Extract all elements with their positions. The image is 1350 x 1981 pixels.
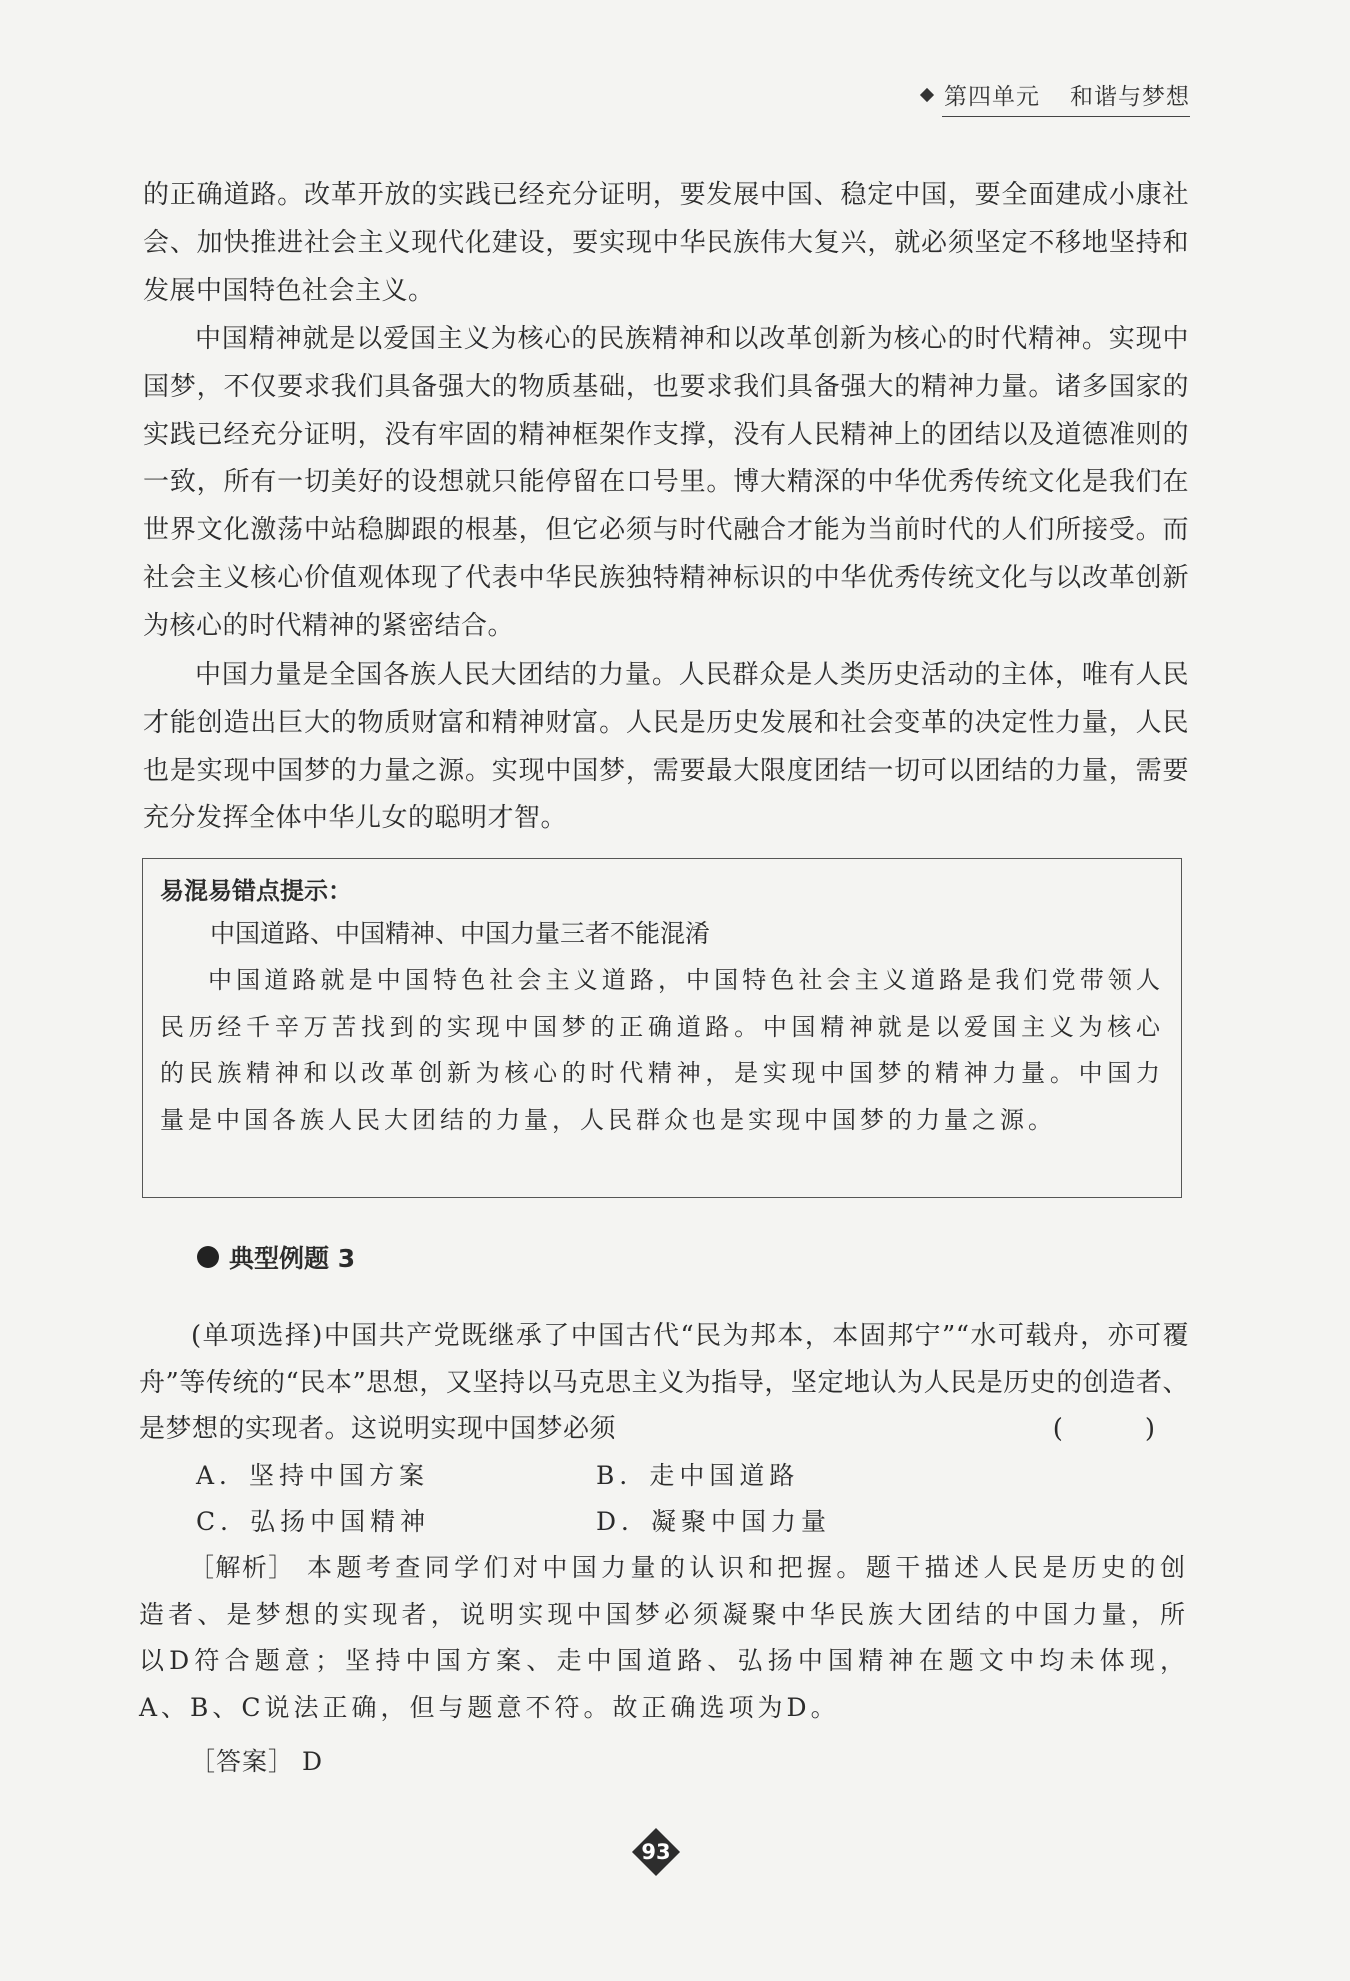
option-a: A．坚持中国方案 — [196, 1461, 430, 1490]
analysis-body: 本题考查同学们对中国力量的认识和把握。题干描述人民是历史的创造者、是梦想的实现者，说明实现中国梦必须凝聚中华民族大团结的中国力量，所以D符合题意；坚持中国方案、走中国道路、弘扬中国精神在题文中均未体现，A、B、C说法正确，但与题意不符。故正确选项为D。 — [139, 1553, 1189, 1722]
answer-tag: ［答案］ — [190, 1747, 295, 1776]
running-header — [922, 78, 1190, 111]
analysis — [139, 1545, 1189, 1731]
unit-title: 和谐与梦想 — [1070, 84, 1190, 110]
example-heading-text: 典型例题 3 — [229, 1244, 356, 1273]
analysis-text — [139, 1545, 1189, 1731]
paragraph-3 — [143, 652, 1189, 843]
option-b: B．走中国道路 — [596, 1461, 800, 1490]
page-number: 93 — [641, 1840, 671, 1864]
option-d: D．凝聚中国力量 — [596, 1507, 832, 1536]
page-number-badge — [632, 1828, 680, 1876]
tip-box — [142, 858, 1182, 1198]
paragraph-2-text: 中国精神就是以爱国主义为核心的民族精神和以改革创新为核心的时代精神。实现中国梦，不仅要求我们具备强大的物质基础，也要求我们具备强大的精神力量。诸多国家的实践已经充分证明，没有牢固的精神框架作支撑，没有人民精神上的团结以及道德准则的一致，所有一切美好的设想就只能停留在口号里。博大精深的中华优秀传统文化是我们在世界文化激荡中站稳脚跟的根基，但它必须与时代融合才能为当前时代的人们所接受。而社会主义核心价值观体现了代表中华民族独特精神标识的中华优秀传统文化与以改革创新为核心的时代精神的紧密结合。 — [143, 324, 1189, 641]
example-heading — [197, 1239, 355, 1275]
analysis-tag: ［解析］ — [189, 1553, 295, 1582]
paragraph-2 — [143, 316, 1189, 651]
answer-value: D — [301, 1747, 323, 1776]
options — [196, 1453, 996, 1545]
question-stem: (单项选择)中国共产党既继承了中国古代“民为邦本，本固邦宁”“水可载舟，亦可覆舟”等传统的“民本”思想，又坚持以马克思主义为指导，坚定地认为人民是历史的创造者、是梦想的实现者。这说明实现中国梦必须 — [139, 1321, 1189, 1444]
paragraph-1 — [143, 172, 1189, 315]
tip-subtitle: 中国道路、中国精神、中国力量三者不能混淆 — [210, 919, 711, 948]
diamond-icon — [920, 87, 934, 101]
unit-label: 第四单元 — [944, 84, 1040, 110]
option-c: C．弘扬中国精神 — [196, 1507, 431, 1536]
tip-title: 易混易错点提示： — [160, 877, 352, 905]
paragraph-1-text: 的正确道路。改革开放的实践已经充分证明，要发展中国、稳定中国，要全面建成小康社会、加快推进社会主义现代化建设，要实现中华民族伟大复兴，就必须坚定不移地坚持和发展中国特色社会主义。 — [143, 180, 1189, 306]
answer — [190, 1739, 322, 1785]
tip-text: 中国道路就是中国特色社会主义道路，中国特色社会主义道路是我们党带领人民历经千辛万苦找到的实现中国梦的正确道路。中国精神就是以爱国主义为核心的民族精神和以改革创新为核心的时代精神，是实现中国梦的精神力量。中国力量是中国各族人民大团结的力量，人民群众也是实现中国梦的力量之源。 — [160, 966, 1164, 1134]
paragraph-3-text: 中国力量是全国各族人民大团结的力量。人民群众是人类历史活动的主体，唯有人民才能创造出巨大的物质财富和精神财富。人民是历史发展和社会变革的决定性力量，人民也是实现中国梦的力量之源。实现中国梦，需要最大限度团结一切可以团结的力量，需要充分发挥全体中华儿女的聪明才智。 — [143, 660, 1189, 834]
header-rule — [942, 116, 1190, 117]
answer-bracket: ( ) — [1052, 1414, 1183, 1444]
question — [139, 1313, 1189, 1453]
question-text — [139, 1313, 1189, 1453]
bullet-icon — [197, 1246, 219, 1268]
